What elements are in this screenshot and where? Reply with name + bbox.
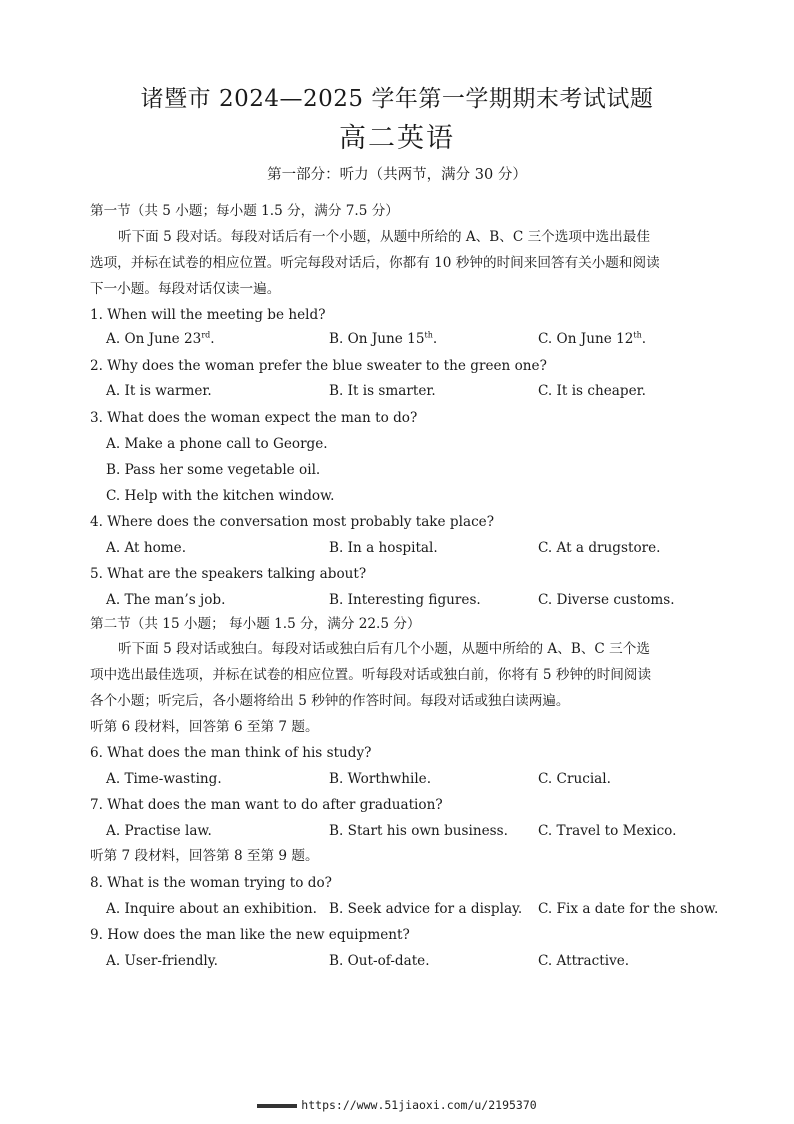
- section1-instruction-line: 下一小题。每段对话仅读一遍。: [90, 281, 281, 297]
- question-7-option-b: B. Start his own business.: [329, 823, 508, 839]
- part-title: 第一部分：听力（共两节，满分 30 分）: [267, 167, 527, 183]
- question-5-stem: 5. What are the speakers talking about?: [90, 566, 367, 582]
- section1-instruction-line: 听下面 5 段对话。每段对话后有一个小题，从题中所给的 A、B、C 三个选项中选出最佳: [118, 229, 650, 245]
- question-6-stem: 6. What does the man think of his study?: [90, 745, 372, 761]
- question-6-option-a: A. Time-wasting.: [106, 771, 222, 787]
- question-9-option-b: B. Out-of-date.: [329, 953, 430, 969]
- question-3-stem: 3. What does the woman expect the man to do?: [90, 410, 418, 426]
- section1-heading: 第一节（共 5 小题；每小题 1.5 分，满分 7.5 分）: [90, 203, 399, 219]
- question-4-option-a: A. At home.: [106, 540, 187, 556]
- site-logo-icon: [257, 1104, 297, 1108]
- section2-instruction-line: 各个小题；听完后，各小题将给出 5 秒钟的作答时间。每段对话或独白读两遍。: [90, 693, 570, 709]
- question-4-option-c: C. At a drugstore.: [538, 540, 661, 556]
- question-7-option-c: C. Travel to Mexico.: [538, 823, 677, 839]
- question-9-option-c: C. Attractive.: [538, 953, 630, 969]
- question-8-option-b: B. Seek advice for a display.: [329, 901, 523, 917]
- question-9-stem: 9. How does the man like the new equipment?: [90, 927, 410, 943]
- exam-title: 诸暨市 2024—2025 学年第一学期期末考试试题: [140, 86, 654, 112]
- question-7-stem: 7. What does the man want to do after graduation?: [90, 797, 443, 813]
- material-7-note: 听第 7 段材料，回答第 8 至第 9 题。: [90, 848, 319, 864]
- question-8-stem: 8. What is the woman trying to do?: [90, 875, 332, 891]
- question-8-option-c: C. Fix a date for the show.: [538, 901, 719, 917]
- question-3-option-b: B. Pass her some vegetable oil.: [106, 462, 321, 478]
- footer-watermark: [0, 1098, 794, 1112]
- question-5-option-a: A. The man’s job.: [106, 592, 226, 608]
- question-1-option-c: C. On June 12th.: [538, 330, 647, 347]
- question-4-stem: 4. Where does the conversation most probably take place?: [90, 514, 495, 530]
- section1-instruction-line: 选项，并标在试卷的相应位置。听完每段对话后，你都有 10 秒钟的时间来回答有关小题和阅读: [90, 255, 660, 271]
- question-5-option-c: C. Diverse customs.: [538, 592, 675, 608]
- question-2-option-a: A. It is warmer.: [106, 383, 212, 399]
- question-4-option-b: B. In a hospital.: [329, 540, 438, 556]
- question-1-stem: 1. When will the meeting be held?: [90, 307, 326, 323]
- question-3-option-c: C. Help with the kitchen window.: [106, 488, 335, 504]
- question-1-option-b: B. On June 15th.: [329, 330, 438, 347]
- question-7-option-a: A. Practise law.: [106, 823, 212, 839]
- question-2-option-b: B. It is smarter.: [329, 383, 436, 399]
- material-6-note: 听第 6 段材料，回答第 6 至第 7 题。: [90, 719, 319, 735]
- question-5-option-b: B. Interesting figures.: [329, 592, 481, 608]
- subject-title: 高二英语: [339, 123, 455, 154]
- question-6-option-c: C. Crucial.: [538, 771, 611, 787]
- question-2-stem: 2. Why does the woman prefer the blue sweater to the green one?: [90, 358, 547, 374]
- question-8-option-a: A. Inquire about an exhibition.: [106, 901, 317, 917]
- section2-instruction-line: 项中选出最佳选项，并标在试卷的相应位置。听每段对话或独白前，你将有 5 秒钟的时间阅读: [90, 667, 652, 683]
- question-2-option-c: C. It is cheaper.: [538, 383, 646, 399]
- section2-instruction-line: 听下面 5 段对话或独白。每段对话或独白后有几个小题，从题中所给的 A、B、C 三个选: [118, 641, 650, 657]
- question-3-option-a: A. Make a phone call to George.: [106, 436, 328, 452]
- footer-link[interactable]: https://www.51jiaoxi.com/u/2195370: [301, 1098, 537, 1112]
- question-9-option-a: A. User-friendly.: [106, 953, 218, 969]
- question-6-option-b: B. Worthwhile.: [329, 771, 432, 787]
- section2-heading: 第二节（共 15 小题； 每小题 1.5 分，满分 22.5 分）: [90, 616, 421, 632]
- question-1-option-a: A. On June 23rd.: [106, 330, 215, 347]
